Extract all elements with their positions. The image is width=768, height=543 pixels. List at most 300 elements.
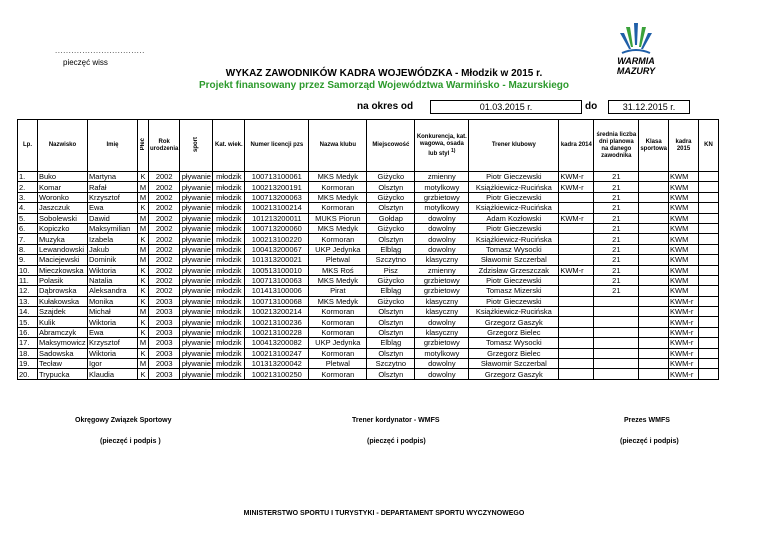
cell-plec: M (138, 359, 149, 369)
table-row (18, 213, 719, 223)
cell-konkurencja: klasyczny (415, 307, 469, 317)
cell-licencja: 100213200214 (245, 307, 309, 317)
cell-rok: 2002 (149, 192, 180, 202)
cell-miejscowosc: Olsztyn (367, 327, 415, 337)
cell-rok: 2003 (149, 327, 180, 337)
cell-miejscowosc: Giżycko (367, 296, 415, 306)
table-row (18, 223, 719, 233)
cell-trener: Piotr Gieczewski (469, 296, 559, 306)
cell-imie: Wiktoria (88, 265, 138, 275)
cell-srednia: 21 (594, 275, 639, 285)
cell-nazwisko: Woronko (38, 192, 88, 202)
cell-kadra2014 (559, 338, 594, 348)
cell-licencja: 100213100247 (245, 348, 309, 358)
cell-rok: 2002 (149, 203, 180, 213)
cell-kn (699, 307, 719, 317)
cell-sport: pływanie (181, 317, 211, 327)
table-header-row (18, 120, 719, 172)
cell-kadra2014 (559, 223, 594, 233)
cell-lp: 5. (18, 213, 38, 223)
cell-kadra2015: KWM-r (669, 327, 699, 337)
cell-klasa (639, 327, 669, 337)
cell-klub: Kormoran (309, 203, 367, 213)
cell-lp: 16. (18, 327, 38, 337)
cell-imie: Wiktoria (88, 348, 138, 358)
cell-kadra2015: KWM-r (669, 296, 699, 306)
cell-rok: 2003 (149, 348, 180, 358)
cell-kadra2015: KWM (669, 182, 699, 192)
table-row (18, 286, 719, 296)
cell-trener: Tomasz Wysocki (469, 338, 559, 348)
col-nazwisko: Nazwisko (38, 120, 88, 172)
cell-kat: młodzik (213, 213, 245, 223)
cell-kn (699, 223, 719, 233)
cell-klasa (639, 275, 669, 285)
cell-srednia (594, 327, 639, 337)
cell-rok: 2002 (149, 172, 180, 182)
cell-plec: K (138, 369, 149, 379)
cell-klasa (639, 286, 669, 296)
cell-lp: 11. (18, 275, 38, 285)
cell-kn (699, 338, 719, 348)
cell-rok: 2002 (149, 213, 180, 223)
cell-licencja: 100713200060 (245, 223, 309, 233)
cell-lp: 20. (18, 369, 38, 379)
cell-licencja: 100213100214 (245, 203, 309, 213)
cell-licencja: 101313200042 (245, 359, 309, 369)
cell-licencja: 100713100063 (245, 275, 309, 285)
cell-srednia (594, 338, 639, 348)
table-row (18, 192, 719, 202)
cell-trener: Sławomir Szczerbal (469, 359, 559, 369)
cell-licencja: 101413100006 (245, 286, 309, 296)
cell-nazwisko: Mieczkowska (38, 265, 88, 275)
cell-licencja: 100213100236 (245, 317, 309, 327)
cell-plec: M (138, 213, 149, 223)
cell-klasa (639, 223, 669, 233)
cell-konkurencja: grzbietowy (415, 192, 469, 202)
cell-kat: młodzik (213, 327, 245, 337)
cell-kat: młodzik (213, 192, 245, 202)
col-sport-label: sport (192, 136, 199, 152)
cell-trener: Piotr Gieczewski (469, 172, 559, 182)
cell-kat: młodzik (213, 234, 245, 244)
cell-kadra2015: KWM (669, 234, 699, 244)
cell-nazwisko: Lewandowski (38, 244, 88, 254)
cell-nazwisko: Trypucka (38, 369, 88, 379)
cell-lp: 6. (18, 223, 38, 233)
cell-kn (699, 327, 719, 337)
cell-plec: M (138, 338, 149, 348)
cell-trener: Grzegorz Gaszyk (469, 369, 559, 379)
cell-klub: MKS Medyk (309, 192, 367, 202)
cell-konkurencja: motylkowy (415, 348, 469, 358)
cell-rok: 2002 (149, 223, 180, 233)
cell-imie: Izabela (88, 234, 138, 244)
cell-lp: 12. (18, 286, 38, 296)
cell-kadra2015: KWM (669, 275, 699, 285)
cell-lp: 18. (18, 348, 38, 358)
cell-plec: M (138, 255, 149, 265)
cell-miejscowosc: Elbląg (367, 286, 415, 296)
cell-trener: Piotr Gieczewski (469, 223, 559, 233)
cell-sport: pływanie (181, 307, 211, 317)
cell-kn (699, 203, 719, 213)
cell-klasa (639, 317, 669, 327)
cell-nazwisko: Maciejewski (38, 255, 88, 265)
cell-kn (699, 296, 719, 306)
cell-plec: K (138, 296, 149, 306)
cell-miejscowosc: Olsztyn (367, 348, 415, 358)
cell-miejscowosc: Olsztyn (367, 369, 415, 379)
cell-imie: Martyna (88, 172, 138, 182)
cell-klub: Pirat (309, 286, 367, 296)
cell-sport: pływanie (181, 265, 211, 275)
cell-kadra2015: KWM (669, 255, 699, 265)
table-row (18, 307, 719, 317)
cell-plec: M (138, 244, 149, 254)
cell-klub: Kormoran (309, 369, 367, 379)
col-srednia: średnia liczba dni planowa na danego zawodnika (594, 120, 639, 172)
cell-kat: młodzik (213, 296, 245, 306)
cell-konkurencja: dowolny (415, 213, 469, 223)
cell-rok: 2002 (149, 182, 180, 192)
cell-lp: 7. (18, 234, 38, 244)
period-label: na okres od (357, 101, 414, 112)
cell-klub: Kormoran (309, 307, 367, 317)
cell-klub: Kormoran (309, 234, 367, 244)
cell-plec: K (138, 265, 149, 275)
cell-miejscowosc: Olsztyn (367, 182, 415, 192)
cell-licencja: 101213200011 (245, 213, 309, 223)
cell-konkurencja: grzbietowy (415, 275, 469, 285)
table-row (18, 369, 719, 379)
col-konkurencja-footnote: 1) (450, 147, 456, 154)
cell-kn (699, 234, 719, 244)
col-plec-label: Płeć (139, 137, 146, 151)
cell-plec: K (138, 172, 149, 182)
table-row (18, 338, 719, 348)
cell-imie: Natalia (88, 275, 138, 285)
cell-srednia: 21 (594, 172, 639, 182)
cell-konkurencja: motylkowy (415, 182, 469, 192)
cell-rok: 2003 (149, 296, 180, 306)
cell-konkurencja: dowolny (415, 359, 469, 369)
cell-plec: K (138, 203, 149, 213)
cell-kadra2014 (559, 317, 594, 327)
cell-lp: 15. (18, 317, 38, 327)
cell-sport: pływanie (181, 234, 211, 244)
cell-klasa (639, 369, 669, 379)
cell-klasa (639, 172, 669, 182)
cell-sport: pływanie (181, 203, 211, 213)
cell-kadra2015: KWM (669, 192, 699, 202)
cell-kat: młodzik (213, 369, 245, 379)
cell-licencja: 100713100061 (245, 172, 309, 182)
cell-rok: 2002 (149, 255, 180, 265)
cell-plec: M (138, 192, 149, 202)
cell-kadra2014 (559, 296, 594, 306)
cell-klub: Kormoran (309, 327, 367, 337)
table-row (18, 317, 719, 327)
cell-konkurencja: zmienny (415, 265, 469, 275)
cell-klasa (639, 244, 669, 254)
cell-kat: młodzik (213, 307, 245, 317)
cell-klasa (639, 265, 669, 275)
cell-kat: młodzik (213, 275, 245, 285)
col-rok: Rok urodzenia (149, 120, 180, 172)
cell-klub: Pletwal (309, 359, 367, 369)
col-kadra2014: kadra 2014 (559, 120, 594, 172)
cell-licencja: 101313200021 (245, 255, 309, 265)
cell-kadra2015: KWM (669, 265, 699, 275)
cell-nazwisko: Kopiczko (38, 223, 88, 233)
cell-nazwisko: Jaszczuk (38, 203, 88, 213)
col-klasa: Klasa sportowa (639, 120, 669, 172)
cell-imie: Maksymilian (88, 223, 138, 233)
cell-miejscowosc: Elbląg (367, 338, 415, 348)
cell-kat: młodzik (213, 359, 245, 369)
cell-trener: Tomasz Wysocki (469, 244, 559, 254)
cell-kat: młodzik (213, 223, 245, 233)
col-miejscowosc: Miejscowość (367, 120, 415, 172)
cell-licencja: 100213100250 (245, 369, 309, 379)
cell-kadra2015: KWM (669, 223, 699, 233)
cell-klub: UKP Jedynka (309, 244, 367, 254)
cell-klub: Kormoran (309, 182, 367, 192)
cell-plec: M (138, 182, 149, 192)
cell-kat: młodzik (213, 348, 245, 358)
table-row (18, 275, 719, 285)
cell-klub: MUKS Piorun (309, 213, 367, 223)
cell-trener: Tomasz Mizerski (469, 286, 559, 296)
cell-miejscowosc: Giżycko (367, 275, 415, 285)
cell-klub: Kormoran (309, 317, 367, 327)
cell-klasa (639, 296, 669, 306)
cell-nazwisko: Kulik (38, 317, 88, 327)
cell-kat: młodzik (213, 203, 245, 213)
cell-lp: 19. (18, 359, 38, 369)
col-konkurencja (415, 120, 469, 172)
cell-lp: 17. (18, 338, 38, 348)
cell-trener: Grzegorz Bielec (469, 348, 559, 358)
cell-kadra2014 (559, 255, 594, 265)
cell-imie: Igor (88, 359, 138, 369)
cell-nazwisko: Tecław (38, 359, 88, 369)
cell-kadra2014: KWM-r (559, 213, 594, 223)
cell-kn (699, 244, 719, 254)
cell-kadra2014 (559, 348, 594, 358)
cell-kadra2015: KWM (669, 172, 699, 182)
cell-plec: K (138, 317, 149, 327)
col-licencja: Numer licencji pzs (245, 120, 309, 172)
cell-srednia: 21 (594, 255, 639, 265)
cell-klub: MKS Roś (309, 265, 367, 275)
cell-kat: młodzik (213, 255, 245, 265)
footer-left-title: Okręgowy Związek Sportowy (75, 417, 172, 424)
table-row (18, 182, 719, 192)
table-row (18, 327, 719, 337)
cell-konkurencja: motylkowy (415, 203, 469, 213)
cell-klasa (639, 359, 669, 369)
cell-trener: Sławomir Szczerbal (469, 255, 559, 265)
footer-mid-title: Trener kordynator - WMFS (352, 417, 440, 424)
cell-srednia: 21 (594, 192, 639, 202)
cell-plec: K (138, 286, 149, 296)
table-row (18, 172, 719, 182)
cell-rok: 2002 (149, 234, 180, 244)
cell-kn (699, 275, 719, 285)
stamp-label: pieczęć wiss (63, 58, 108, 67)
cell-klub: Pletwal (309, 255, 367, 265)
cell-konkurencja: zmienny (415, 172, 469, 182)
cell-klasa (639, 213, 669, 223)
cell-licencja: 100213100220 (245, 234, 309, 244)
table-row (18, 244, 719, 254)
cell-klasa (639, 348, 669, 358)
cell-kadra2014 (559, 275, 594, 285)
cell-trener: Książkiewicz-Rucińska (469, 234, 559, 244)
cell-rok: 2002 (149, 275, 180, 285)
col-konkurencja-label: Konkurencja, kat. wagowa, osada lub styl (416, 133, 467, 157)
cell-kadra2015: KWM (669, 203, 699, 213)
cell-trener: Książkiewicz-Rucińska (469, 203, 559, 213)
cell-sport: pływanie (181, 276, 211, 286)
cell-nazwisko: Szajdek (38, 307, 88, 317)
cell-licencja: 100213100228 (245, 327, 309, 337)
cell-srednia: 21 (594, 203, 639, 213)
cell-trener: Grzegorz Gaszyk (469, 317, 559, 327)
cell-sport: pływanie (181, 328, 211, 338)
cell-nazwisko: Muzyka (38, 234, 88, 244)
footer-right-sign: (pieczęć i podpis) (620, 438, 679, 445)
cell-klub: UKP Jedynka (309, 338, 367, 348)
col-trener: Trener klubowy (469, 120, 559, 172)
cell-licencja: 100713100068 (245, 296, 309, 306)
col-klub: Nazwa klubu (309, 120, 367, 172)
table-row (18, 348, 719, 358)
cell-kn (699, 192, 719, 202)
cell-konkurencja: grzbietowy (415, 286, 469, 296)
col-imie: Imię (88, 120, 138, 172)
cell-konkurencja: dowolny (415, 369, 469, 379)
table-row (18, 265, 719, 275)
col-plec (138, 120, 149, 172)
cell-kadra2015: KWM-r (669, 348, 699, 358)
cell-nazwisko: Kułakowska (38, 296, 88, 306)
cell-kat: młodzik (213, 338, 245, 348)
cell-sport: pływanie (181, 286, 211, 296)
cell-srednia (594, 348, 639, 358)
cell-kn (699, 348, 719, 358)
cell-miejscowosc: Giżycko (367, 172, 415, 182)
cell-nazwisko: Sadowska (38, 348, 88, 358)
cell-klasa (639, 338, 669, 348)
cell-kn (699, 286, 719, 296)
cell-imie: Michał (88, 307, 138, 317)
cell-imie: Krzysztof (88, 192, 138, 202)
cell-licencja: 100713200063 (245, 192, 309, 202)
cell-imie: Klaudia (88, 369, 138, 379)
cell-imie: Dawid (88, 213, 138, 223)
cell-kadra2014 (559, 244, 594, 254)
cell-konkurencja: klasyczny (415, 296, 469, 306)
cell-kadra2015: KWM (669, 213, 699, 223)
table-row (18, 203, 719, 213)
cell-konkurencja: klasyczny (415, 255, 469, 265)
cell-rok: 2003 (149, 338, 180, 348)
cell-klasa (639, 307, 669, 317)
cell-miejscowosc: Olsztyn (367, 317, 415, 327)
cell-sport: pływanie (181, 359, 211, 369)
cell-licencja: 100413200067 (245, 244, 309, 254)
cell-imie: Wiktoria (88, 317, 138, 327)
cell-srednia: 21 (594, 234, 639, 244)
cell-sport: pływanie (181, 369, 211, 379)
cell-kadra2014 (559, 327, 594, 337)
cell-srednia: 21 (594, 213, 639, 223)
cell-imie: Monika (88, 296, 138, 306)
cell-plec: K (138, 348, 149, 358)
cell-kadra2015: KWM-r (669, 359, 699, 369)
cell-konkurencja: klasyczny (415, 327, 469, 337)
cell-konkurencja: grzbietowy (415, 338, 469, 348)
cell-imie: Krzysztof (88, 338, 138, 348)
cell-rok: 2003 (149, 317, 180, 327)
cell-licencja: 100213200191 (245, 182, 309, 192)
cell-rok: 2003 (149, 307, 180, 317)
cell-kadra2014 (559, 234, 594, 244)
cell-sport: pływanie (181, 172, 211, 182)
cell-srednia: 21 (594, 265, 639, 275)
cell-lp: 1. (18, 172, 38, 182)
cell-plec: M (138, 223, 149, 233)
cell-kadra2015: KWM-r (669, 307, 699, 317)
cell-konkurencja: dowolny (415, 223, 469, 233)
cell-kadra2014: KWM-r (559, 172, 594, 182)
cell-kn (699, 213, 719, 223)
cell-trener: Grzegorz Bielec (469, 327, 559, 337)
cell-lp: 10. (18, 265, 38, 275)
cell-kn (699, 317, 719, 327)
footer-right-title: Prezes WMFS (624, 417, 670, 424)
cell-lp: 8. (18, 244, 38, 254)
cell-trener: Książkiewicz-Rucińska (469, 182, 559, 192)
cell-kat: młodzik (213, 265, 245, 275)
cell-kadra2014 (559, 192, 594, 202)
cell-miejscowosc: Pisz (367, 265, 415, 275)
cell-lp: 2. (18, 182, 38, 192)
cell-klasa (639, 182, 669, 192)
cell-rok: 2002 (149, 265, 180, 275)
cell-klub: MKS Medyk (309, 296, 367, 306)
cell-rok: 2002 (149, 244, 180, 254)
cell-kadra2014 (559, 359, 594, 369)
ministry-footer: MINISTERSTWO SPORTU I TURYSTYKI - DEPARTAMENT SPORTU WYCZYNOWEGO (243, 510, 525, 517)
cell-konkurencja: dowolny (415, 234, 469, 244)
cell-kat: młodzik (213, 286, 245, 296)
cell-sport: pływanie (181, 338, 211, 348)
cell-kadra2014: KWM-r (559, 182, 594, 192)
cell-kadra2014 (559, 286, 594, 296)
cell-lp: 13. (18, 296, 38, 306)
col-kadra2015: kadra 2015 (669, 120, 699, 172)
cell-kadra2015: KWM (669, 244, 699, 254)
cell-kadra2015: KWM-r (669, 317, 699, 327)
cell-miejscowosc: Elbląg (367, 244, 415, 254)
cell-konkurencja: dowolny (415, 317, 469, 327)
col-sport (180, 120, 213, 172)
